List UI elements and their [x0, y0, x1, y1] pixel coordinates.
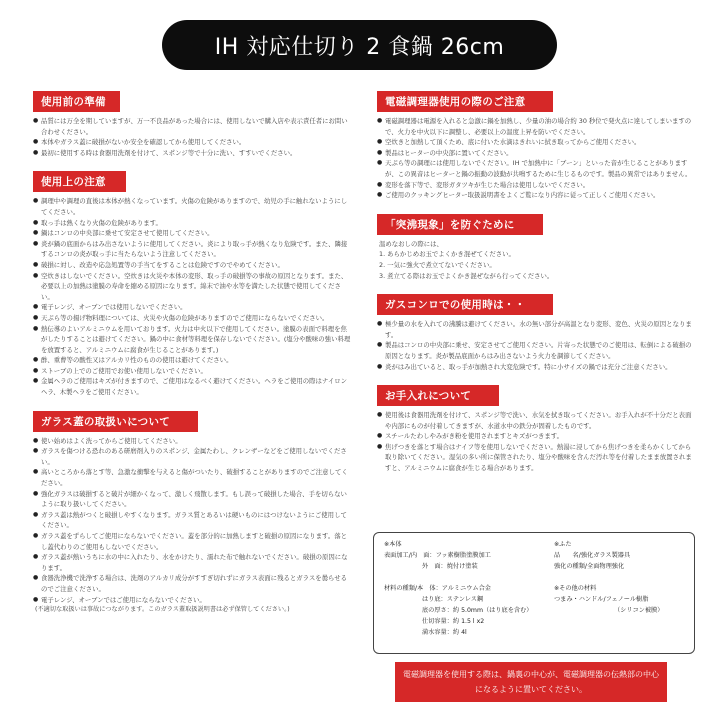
section-heading: ガスコンロでの使用時は・・ [377, 294, 553, 315]
spec-row: 強化の種類/全面物理強化 [554, 563, 625, 570]
section-heading: 使用前の準備 [33, 91, 120, 112]
list-item: ● ご使用のクッキングヒーター取扱説明書をよくご覧になり内容に従って正しくご使用ください。 [377, 190, 697, 201]
spec-row: はり底：ステンレス鋼 [422, 596, 484, 603]
section-ih-cautions [377, 90, 697, 201]
list-item: ● ガラスを傷つける恐れのある研磨剤入りのスポンジ、金属たわし、クレンザーなどをご使用しないでください。 [33, 446, 351, 467]
list-item: ● 使い始めはよく洗ってからご使用してください。 [33, 436, 351, 447]
list-item: ● 炎がはみ出ていると、取っ手が加熱され大変危険です。特に小サイズの鍋では充分ご注意ください。 [377, 362, 697, 373]
spec-box [373, 532, 695, 654]
list-item: ● ストーブの上でのご使用でお使い使用しないでください。 [33, 366, 351, 377]
list-item: ● 調理中や調理の直後は本体が熱くなっています。火傷の危険がありますので、幼児の手に触れないようにしてください。 [33, 196, 351, 217]
list-item: ● 炎が鍋の底面からはみ出さないように使用してください。炎により取っ手が熱くなり危険です。また、隣接するコンロの炎が取っ手に当たらないよう注意してください。 [33, 239, 351, 260]
spec-other-label: ※その他の材料 [554, 585, 597, 592]
list-item: ● ガラス蓋が熱いうちに水の中に入れたり、水をかけたり、濡れた布で触れないでください。破損の原因になります。 [33, 552, 351, 573]
list-item: ● 食器洗浄機で洗浄する場合は、洗剤のアルカリ成分がすすぎ切れずにガラス表面に残るとガラスを曇らせるのでご注意ください。 [33, 573, 351, 594]
left-column [33, 90, 351, 615]
list-item: ● 天ぷら等の調理には使用しないでください。IH で加熱中に「ブーン」といった音が生じることがありますが、この異音はヒーターと鍋の振動の波動が共鳴するために生じるものです。製品の異常ではありません。 [377, 158, 697, 179]
list-item: ● 電磁調理器は電源を入れると急激に鍋を加熱し、少量の油の場合約 30 秒位で発火点に達してしまいますので、火力を中火以下に調整し、必要以上の温度上昇を防いでください。 [377, 116, 697, 137]
list-item: ● 取っ手は熱くなり火傷の危険があります。 [33, 218, 351, 229]
list-item: 3. 煮立てる際はお玉でよくかき混ぜながら行ってください。 [379, 271, 554, 280]
spec-body-label: ※本体 [384, 541, 402, 548]
section-bumping [377, 213, 697, 281]
right-column [377, 90, 697, 474]
list-item: ● 焦げつきを落とす場合はナイフ等を使用しないでください。熱湯に浸してから焦げつきを柔らかくしてから取り除いてください。湿気の多い所に保管されたり、塩分や酸味を含んだ汚れ等を付着したまま放置されますと、アルミニウムに腐食が生じる場合があります。 [377, 442, 697, 474]
spec-body [384, 539, 564, 638]
spec-lid-label: ※ふた [554, 541, 572, 548]
list-item: ● 品質には万全を期していますが、万一不良品があった場合には、使用しないで購入店や表示責任者にお問い合わせください。 [33, 116, 351, 137]
list-item: ● 破損に対し、改造や応急処置等の手当てをすることは危険ですのでやめてください。 [33, 260, 351, 271]
spec-row: つまみ・ハンドル/フェノール樹脂 [554, 596, 649, 603]
list-item: ● 変形を落下等で、変形ガタツキが生じた場合は使用しないでください。 [377, 180, 697, 191]
list-item: ● 熱伝導のよいアルミニウムを用いております。火力は中火以下で使用してください。塗膜の表面で料理を焦がしたりすることは避けてください。鍋の中に食材等料理を保存しないでください。(塩分や酸味の強い料理を放置すると、アルミニウムに腐食が生じることがあります。) [33, 324, 351, 356]
list-item: ● 強化ガラスは破損すると破片が細かくなって、激しく飛散します。もし誤って破損した場合、手を切らないように取り扱いしてください。 [33, 489, 351, 510]
list-item: ● 製品はコンロの中央部に乗せ、安定させてご使用ください。片寄った状態でのご使用は、転倒による破損の原因となります。炎が製品底面からはみ出さないよう火力を調節してください。 [377, 340, 697, 361]
spec-lid [554, 539, 689, 616]
list-item: ● 高いところから落とす等、急激な衝撃を与えると傷がついたり、破損することがありますのでご注意してください。 [33, 467, 351, 488]
list-item: ● ガラス蓋をずらしてご使用にならないでください。蓋を部分的に加熱しますと破損の原因になります。落とし蓋代わりのご使用もしないでください。 [33, 531, 351, 552]
spec-row: 品 名/強化ガラス製器具 [554, 552, 631, 559]
list-item: 温めなおしの際には、 [379, 239, 443, 248]
section-care [377, 384, 697, 474]
section-heading: お手入れについて [377, 385, 499, 406]
list-item: 2. 一気に強火で煮立てないでください。 [379, 260, 496, 269]
list-item: ● 空炊きはしないでください。空炊きは火災や本体の変形、取っ手の破損等の事故の原因となります。また、必要以上の加熱は塗膜の寿命を縮める原因になります。綿末で油や水等を満たした状態で使用してください。 [33, 271, 351, 303]
list-item: ● 電子レンジ、オーブンではご使用にならないでください。 [33, 595, 351, 606]
list-item: ● 空炊きと加熱して頂くため、底に付いた水滴はきれいに拭き取ってからご使用ください。 [377, 137, 697, 148]
section-usage-cautions [33, 170, 351, 397]
spec-row: 外 面：焼付け塗装 [422, 563, 478, 570]
section-heading: 電磁調理器使用の際のご注意 [377, 91, 553, 112]
list-item: 1. あらかじめお玉でよくかき混ぜてください。 [379, 250, 515, 259]
section-glass-lid [33, 410, 351, 616]
list-item: ● ガラス蓋は熱がつくと破損しやすくなります。ガラス質とあるいは硬いものにはつけないようにご使用してください。 [33, 510, 351, 531]
list-item: ● 電子レンジ、オーブンでは使用しないでください。 [33, 302, 351, 313]
spec-row: 材料の種類/本 体：アルミニウム合金 [384, 585, 491, 592]
bottom-notice: 電磁調理器を使用する際は、鍋裏の中心が、電磁調理器の伝熱部の中心になるように置いてください。 [395, 662, 667, 702]
section-heading: 使用上の注意 [33, 171, 126, 192]
page-title: IH 対応仕切り 2 食鍋 26cm [162, 20, 557, 70]
list-item: ● 本体やガラス蓋に破損がないか安全を確認してから使用してください。 [33, 137, 351, 148]
list-item: ● 鍋はコンロの中央部に乗せて安定させて使用してください。 [33, 228, 351, 239]
spec-row: 満水容量：約 4l [422, 629, 467, 636]
list-item: ● 極少量の水を入れての沸騰は避けてください。水の無い部分が高温となり変形、変色、火災の原因となります。 [377, 319, 697, 340]
list-item: ● 金属ヘラのご使用はキズが付きますので、ご使用はなるべく避けてください。ヘラをご使用の際はナイロンヘラ、木製ヘラをご使用ください。 [33, 376, 351, 397]
spec-row: 表面加工/内 面：フッ素樹脂塗膜加工 [384, 552, 491, 559]
section-gas-stove [377, 293, 697, 372]
spec-row: 仕切容量：約 1.5 l x2 [422, 618, 485, 625]
spec-row: （シリコン被膜） [614, 607, 664, 614]
list-item: ● スチールたわしやみがき粉を使用されますとキズがつきます。 [377, 431, 697, 442]
section-heading: 「突沸現象」を防ぐために [377, 214, 543, 235]
section-heading: ガラス蓋の取扱いについて [33, 411, 198, 432]
section-preparation [33, 90, 351, 158]
spec-row: 底の厚さ：約 5.0mm（はり底を含む） [422, 607, 533, 614]
list-item: ● 製品はヒーターの中央部に置いてください。 [377, 148, 697, 159]
list-item: ● 天ぷら等の揚げ物料理については、火災や火傷の危険がありますのでご使用にならないでください。 [33, 313, 351, 324]
list-item: ● 酢、重曹等の酸性又はアルカリ性のものの使用は避けてください。 [33, 355, 351, 366]
list-item: ● 最初に使用する時は食器用洗剤を付けて、スポンジ等で十分に洗い、すすいでください。 [33, 148, 351, 159]
list-item: ● 使用後は食器用洗剤を付けて、スポンジ等で洗い、水気を拭き取ってください。お手入れが不十分だと表面や内部にものが付着してきますが、水道水中の鉄分が固着したものです。 [377, 410, 697, 431]
glass-note: (不適切な取扱いは事故につながります。このガラス蓋取扱説明書は必ず保管してください。) [35, 606, 290, 614]
